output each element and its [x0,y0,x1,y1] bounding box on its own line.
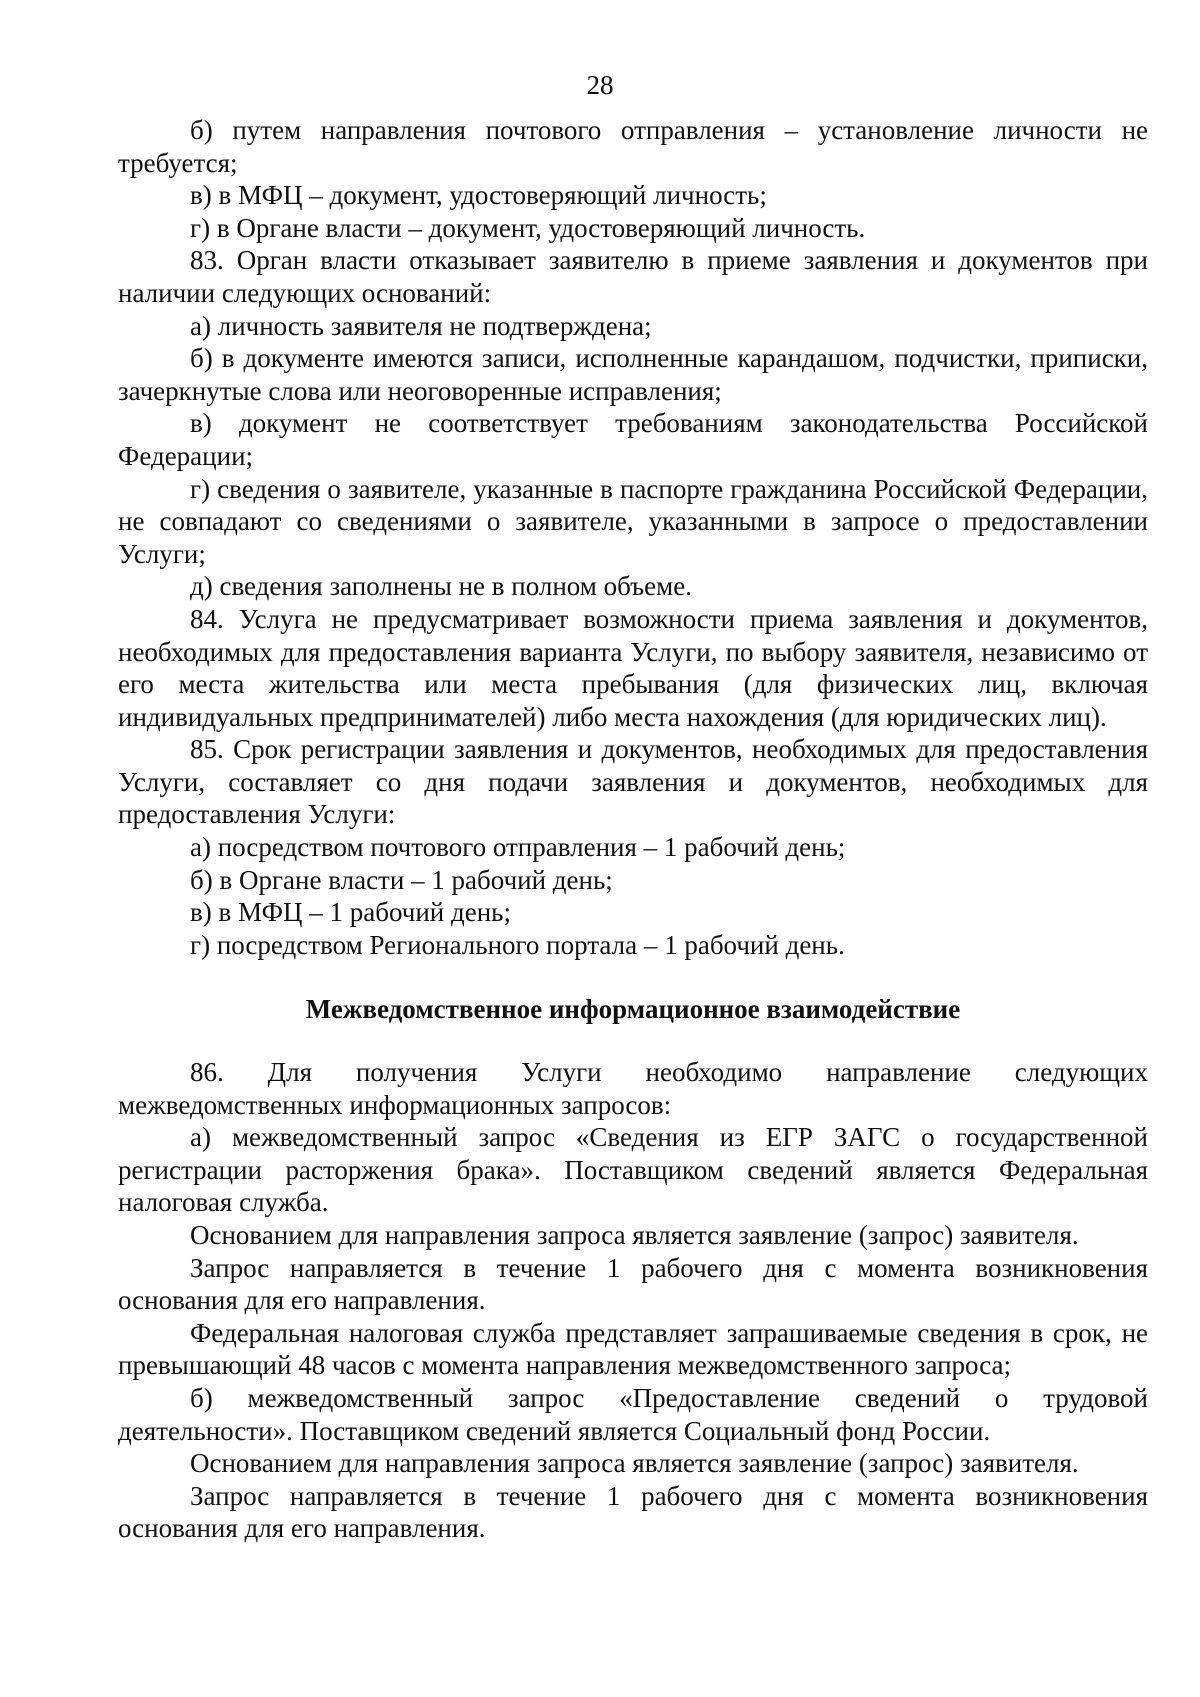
paragraph-86b: б) межведомственный запрос «Предоставление сведений о трудовой деятельности». Поставщиком сведений является Социальный фонд России. [118,1382,1148,1446]
paragraph-82b: б) путем направления почтового отправления – установление личности не требуется; [118,115,1148,178]
paragraph-86a-basis: Основанием для направления запроса является заявление (запрос) заявителя. [190,1220,1079,1250]
paragraph-85a: а) посредством почтового отправления – 1 рабочий день; [190,832,846,863]
paragraph-86: 86. Для получения Услуги необходимо направление следующих межведомственных информационных запросов: [118,1057,1148,1120]
paragraph-83g: г) сведения о заявителе, указанные в паспорте гражданина Российской Федерации, не совпадают со сведениями о заявителе, указанными в запросе о предоставлении Услуги; [118,473,1148,569]
paragraph-82v: в) в МФЦ – документ, удостоверяющий личность; [190,180,767,211]
paragraph-83b: б) в документе имеются записи, исполненные карандашом, подчистки, приписки, зачеркнутые слова или неоговоренные исправления; [118,343,1148,406]
paragraph-86b-basis: Основанием для направления запроса является заявление (запрос) заявителя. [190,1448,1079,1479]
paragraph-85: 85. Срок регистрации заявления и документов, необходимых для предоставления Услуги, составляет со дня подачи заявления и документов, необходимых для предоставления Услуги: [118,734,1148,830]
paragraph-86a: а) межведомственный запрос «Сведения из ЕГР ЗАГС о государственной регистрации расторжения брака». Поставщиком сведений является Федеральная налоговая служба. [118,1122,1148,1218]
paragraph-85v: в) в МФЦ – 1 рабочий день; [190,897,511,928]
paragraph-86a-fns: Федеральная налоговая служба представляет запрашиваемые сведения в срок, не превышающий 48 часов с момента направления межведомственного запроса; [118,1317,1148,1381]
paragraph-83v: в) документ не соответствует требованиям законодательства Российской Федерации; [118,408,1148,471]
paragraph-86b-term: Запрос направляется в течение 1 рабочего дня с момента возникновения основания для его направления. [118,1480,1148,1544]
paragraph-86a-term: Запрос направляется в течение 1 рабочего дня с момента возникновения основания для его направления. [118,1252,1148,1316]
page-number: 28 [586,70,614,100]
paragraph-84: 84. Услуга не предусматривает возможности приема заявления и документов, необходимых для предоставления варианта Услуги, по выбору заявителя, независимо от его места жительства или места пребывания (для физических лиц, включая индивидуальных предпринимателей) либо места нахождения (для юридических лиц). [118,603,1148,732]
document-body [118,114,1148,1545]
paragraph-82g: г) в Органе власти – документ, удостоверяющий личность. [190,212,866,243]
section-heading: Межведомственное информационное взаимодействие [305,994,961,1025]
paragraph-85b: б) в Органе власти – 1 рабочий день; [190,864,613,895]
paragraph-85g: г) посредством Регионального портала – 1 рабочий день. [190,929,845,960]
paragraph-83: 83. Орган власти отказывает заявителю в приеме заявления и документов при наличии следующих оснований: [118,245,1148,308]
paragraph-83a: а) личность заявителя не подтверждена; [190,310,652,341]
paragraph-83d: д) сведения заполнены не в полном объеме. [190,571,692,602]
